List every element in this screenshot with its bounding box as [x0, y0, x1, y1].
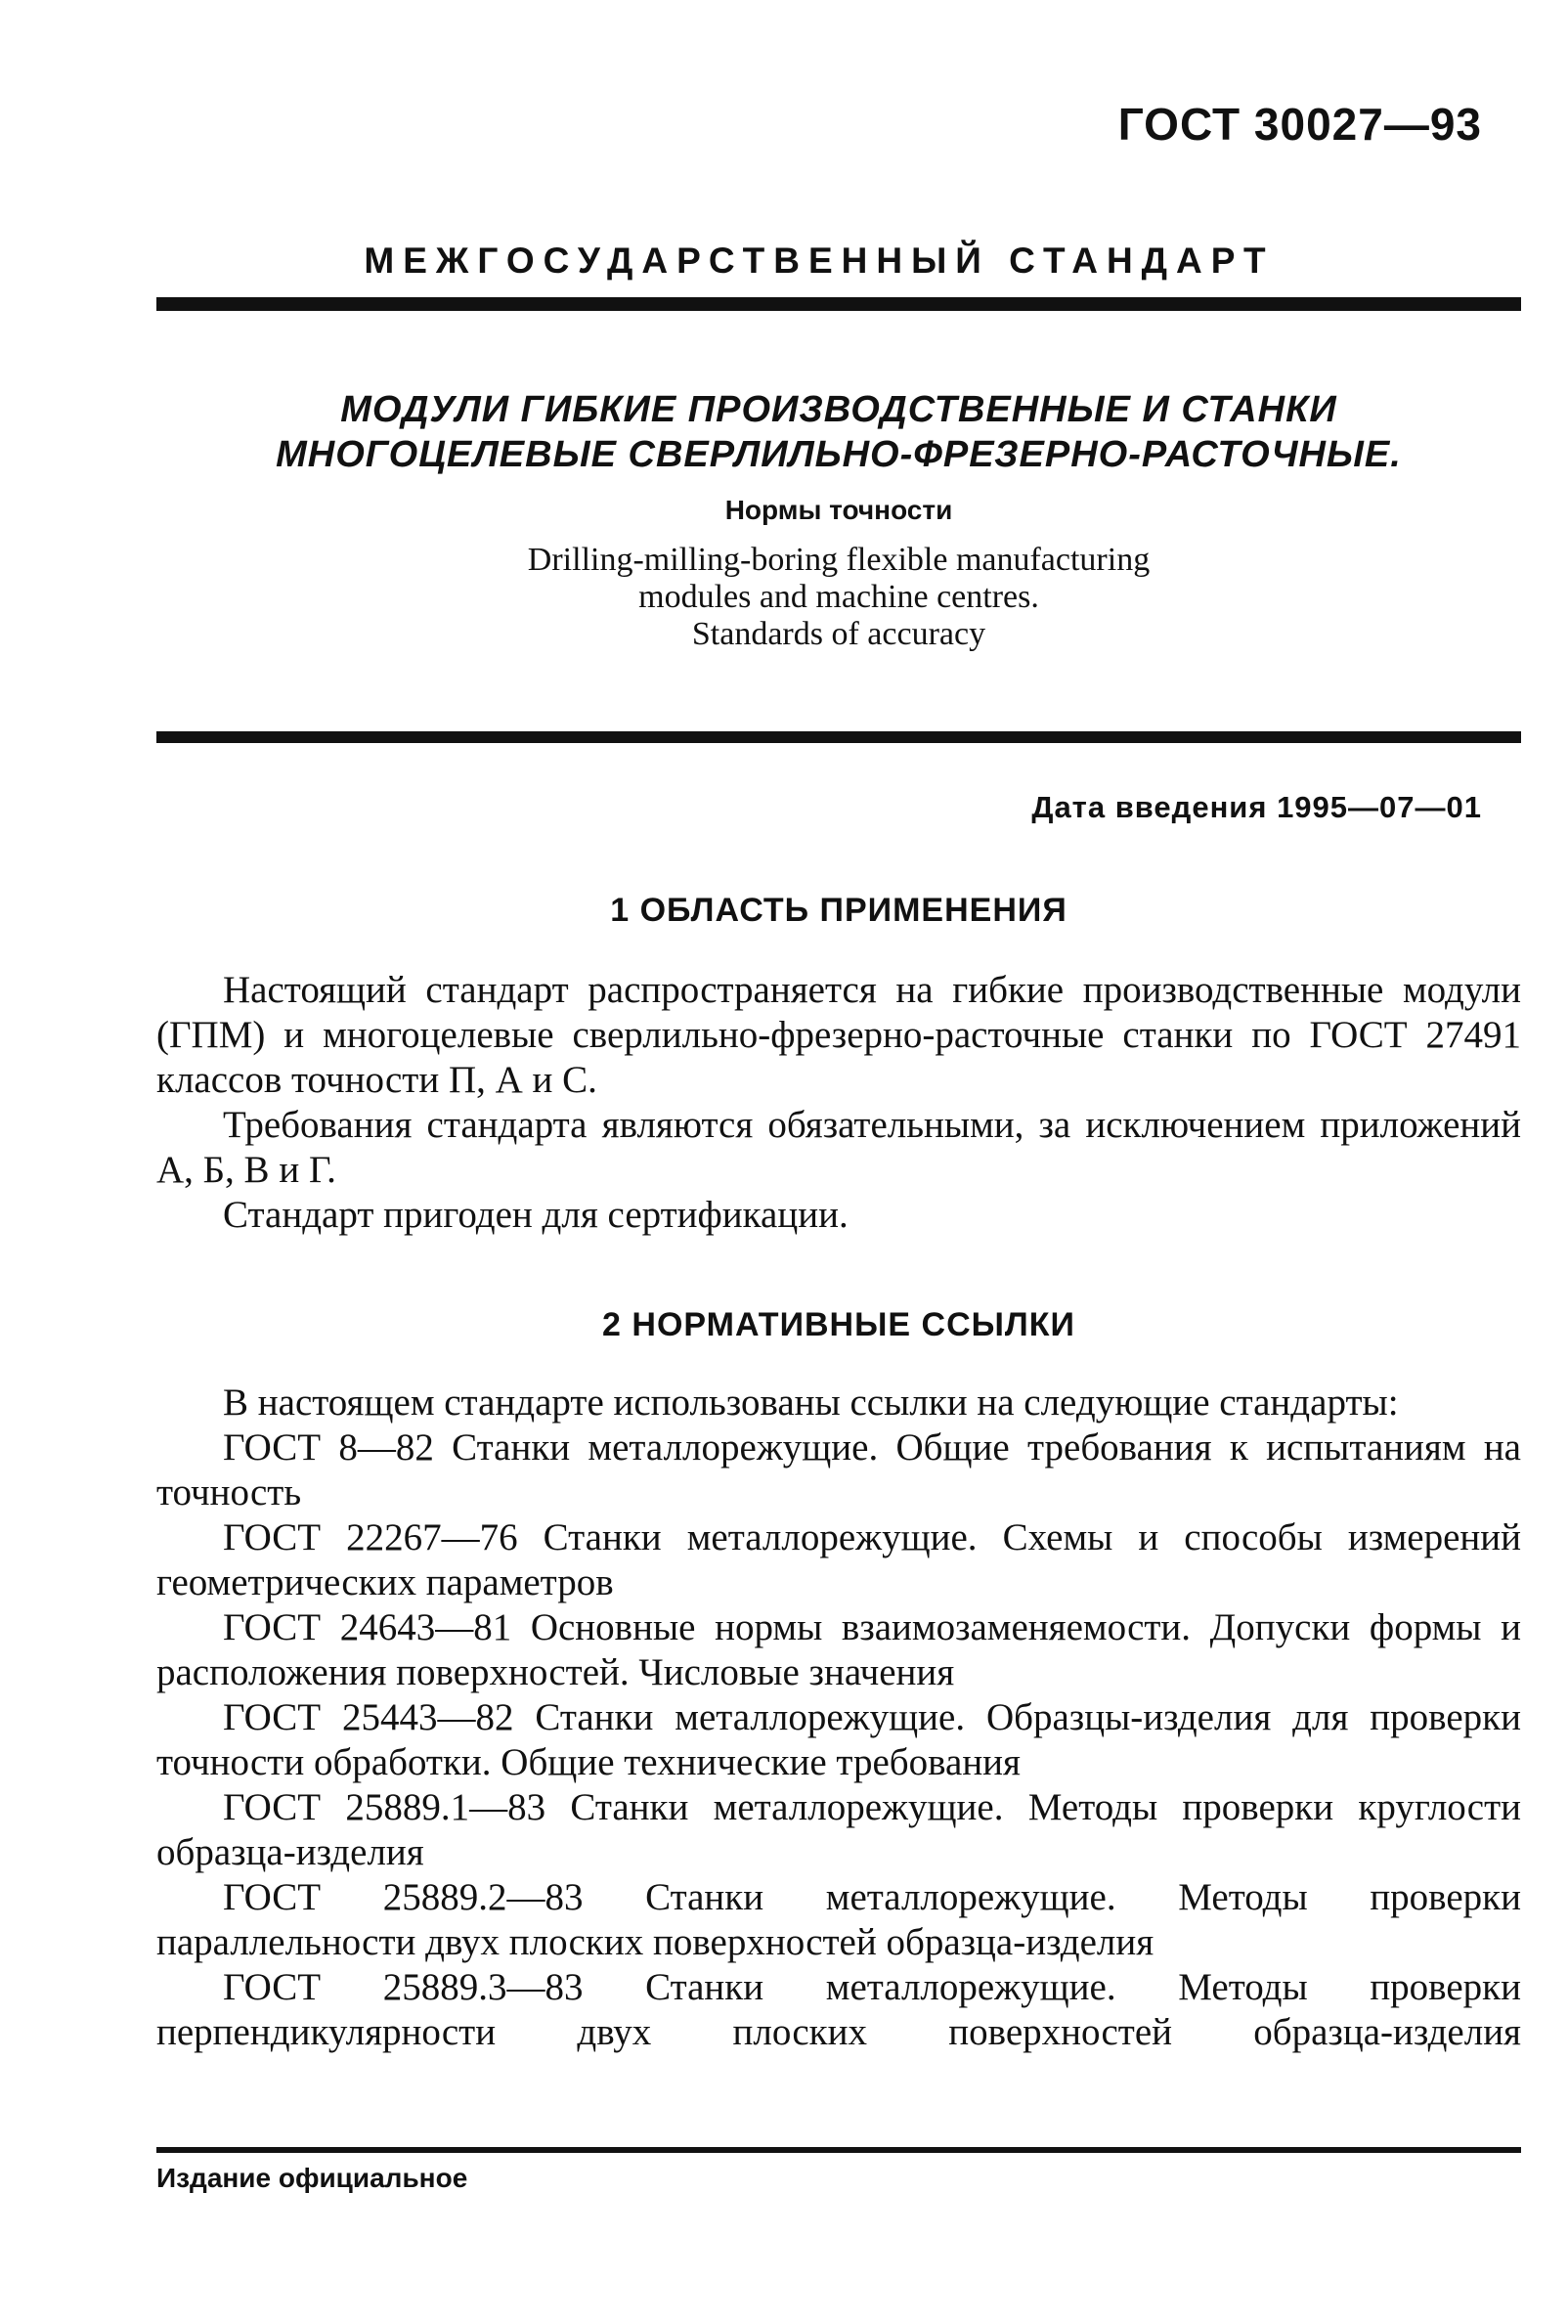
title-divider	[156, 731, 1521, 743]
paragraph: Стандарт пригоден для сертификации.	[223, 1194, 849, 1236]
introduction-date: Дата введения 1995—07—01	[1031, 790, 1482, 824]
reference-item: ГОСТ 25889.3—83 Станки металлорежущие. Методы проверки перпендикулярности двух плоских поверхностей образца-изделия	[156, 1966, 1521, 2053]
title-block	[156, 387, 1521, 653]
section-heading-references: 2 НОРМАТИВНЫЕ ССЫЛКИ	[602, 1306, 1075, 1343]
english-title-line: modules and machine centres.	[638, 579, 1039, 615]
subtitle: Нормы точности	[724, 495, 953, 525]
official-edition-note: Издание официальное	[156, 2163, 468, 2193]
header-divider	[156, 297, 1521, 311]
section-body-references	[156, 1381, 1521, 2055]
english-title-line: Standards of accuracy	[691, 616, 986, 652]
reference-item: ГОСТ 25889.2—83 Станки металлорежущие. Методы проверки параллельности двух плоских поверхностей образца-изделия	[156, 1876, 1521, 1963]
reference-item: ГОСТ 24643—81 Основные нормы взаимозаменяемости. Допуски формы и расположения поверхностей. Числовые значения	[156, 1606, 1521, 1693]
reference-item: ГОСТ 25443—82 Станки металлорежущие. Образцы-изделия для проверки точности обработки. Общие технические требования	[156, 1696, 1521, 1783]
section-heading-scope: 1 ОБЛАСТЬ ПРИМЕНЕНИЯ	[610, 892, 1067, 929]
section-body-scope	[156, 968, 1521, 1238]
english-title-line: Drilling-milling-boring flexible manufacturing	[527, 542, 1151, 578]
reference-item: ГОСТ 25889.1—83 Станки металлорежущие. Методы проверки круглости образца-изделия	[156, 1786, 1521, 1873]
paragraph: В настоящем стандарте использованы ссылки на следующие стандарты:	[223, 1381, 1399, 1424]
footer-divider	[156, 2147, 1521, 2153]
paragraph: Требования стандарта являются обязательными, за исключением приложений А, Б, В и Г.	[156, 1104, 1521, 1191]
paragraph: Настоящий стандарт распространяется на гибкие производственные модули (ГПМ) и многоцелевые сверлильно-фрезерно-расточные станки по ГОСТ 27491 классов точности П, А и С.	[156, 969, 1521, 1101]
reference-item: ГОСТ 22267—76 Станки металлорежущие. Схемы и способы измерений геометрических параметров	[156, 1516, 1521, 1603]
standard-type-heading: МЕЖГОСУДАРСТВЕННЫЙ СТАНДАРТ	[364, 241, 1275, 281]
reference-item: ГОСТ 8—82 Станки металлорежущие. Общие требования к испытаниям на точность	[156, 1426, 1521, 1513]
title-line: МОДУЛИ ГИБКИЕ ПРОИЗВОДСТВЕННЫЕ И СТАНКИ	[340, 389, 1337, 430]
document-id: ГОСТ 30027—93	[1117, 99, 1482, 150]
title-line: МНОГОЦЕЛЕВЫЕ СВЕРЛИЛЬНО-ФРЕЗЕРНО-РАСТОЧНЫЕ.	[276, 434, 1402, 475]
